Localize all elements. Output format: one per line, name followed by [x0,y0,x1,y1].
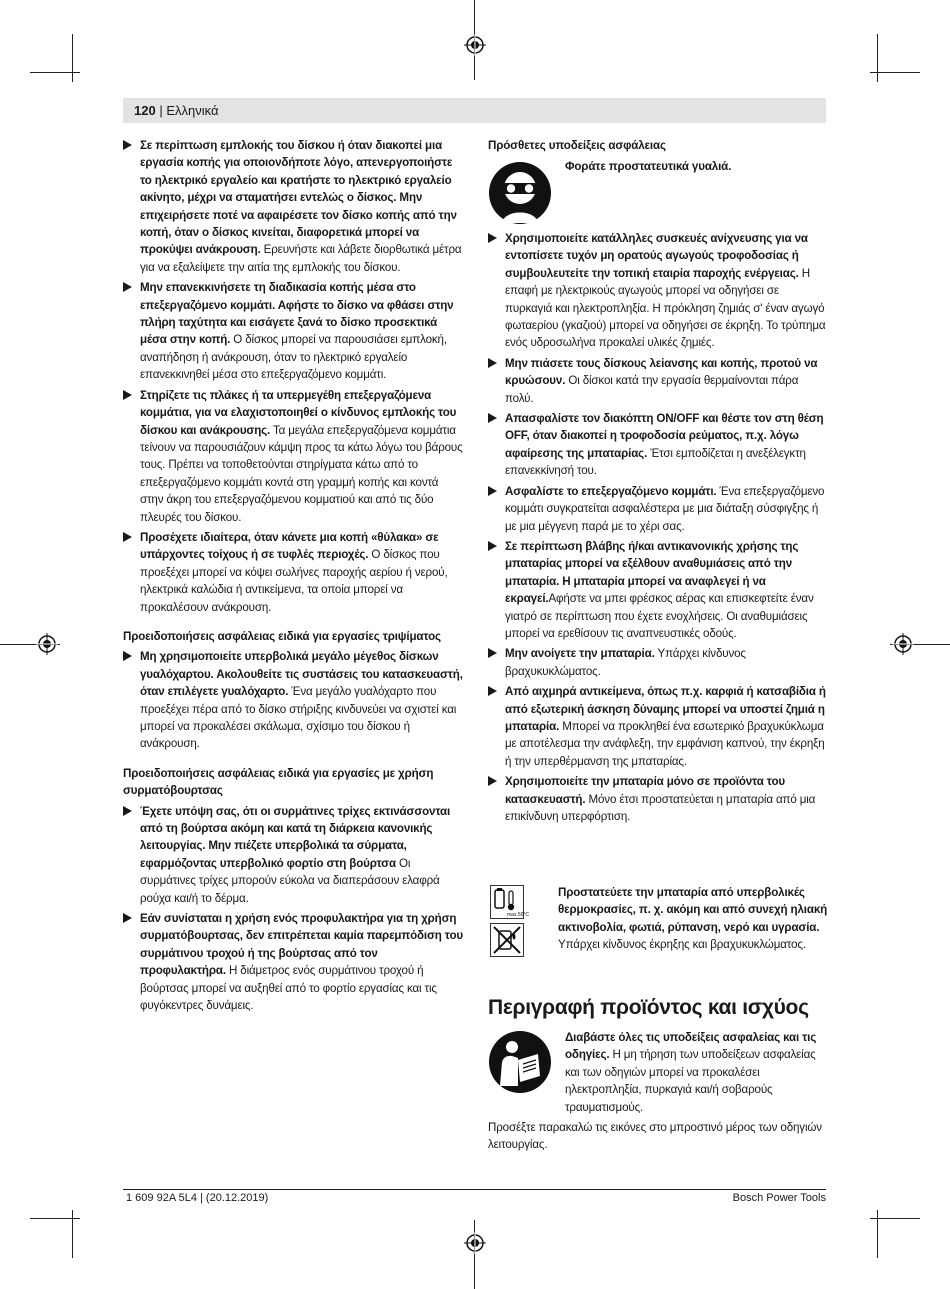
closing-paragraph [488,1119,828,1154]
list-item [488,230,828,352]
warning-text: Μην πιάσετε τους δίσκους λείανσης και κοπής, προτού να κρυώσουν. [505,356,818,388]
list-item [123,279,463,383]
body-text: Ο δίσκος μπορεί να παρουσιάσει εμπλοκή, αναπήδηση ή ανάκρουση, όταν το ηλεκτρικό εργαλείο επανεκκινηθεί μέσα στο επεξεργαζόμενο κομμάτι. [140,333,447,382]
list-item [123,137,463,276]
left-column [123,137,463,1018]
bullet-arrow-icon [488,541,497,551]
section-title: Περιγραφή προϊόντος και ισχύος [488,996,809,1019]
crop-mark [870,72,920,73]
body-text: Ένα μεγάλο γυαλόχαρτο που προεξέχει πέρα από το δίσκο στήριξης κινδυνεύει να σχιστεί και μπορεί να προκαλέσει σκάλωμα, σχίσιμο του δίσκου ή ανάκρουση. [140,685,457,751]
right-section-heading [488,137,828,154]
bullet-arrow-icon [488,776,497,786]
list-item [488,410,828,480]
bullet-arrow-icon [123,390,132,400]
warning-text: Μη χρησιμοποιείτε υπερβολικά μεγάλο μέγεθος δίσκων γυαλόχαρτου. Ακολουθείτε τις συστάσεις του κατασκευαστή, όταν επιλέγετε γυαλόχαρτο. [140,650,463,699]
read-manual-icon [488,1030,552,1094]
warning-text: Από αιχμηρά αντικείμενα, όπως π.χ. καρφιά ή κατσαβίδια ή από εξωτερική άσκηση δύναμης μπορεί να υποστεί ζημιά η μπαταρία. [505,685,826,733]
crop-mark [870,1218,920,1219]
warning-text: Στηρίζετε τις πλάκες ή τα υπερμεγέθη επεξεργαζόμενα κομμάτια, για να ελαχιστοποιηθεί ο κίνδυνος εμπλοκής του δίσκου και ανάκρουσης. [140,388,457,437]
section-heading: Προειδοποιήσεις ασφάλειας ειδικά για εργασίες με χρήση συρματόβουρτσας [123,766,434,798]
bullet-arrow-icon [488,233,497,243]
bullet-arrow-icon [123,282,132,292]
page-number: 120 [134,103,156,118]
bullet-arrow-icon [488,486,497,496]
registration-mark-icon [464,1232,486,1254]
bullet-arrow-icon [488,648,497,658]
crop-mark [72,34,73,82]
body-text: Οι δίσκοι κατά την εργασία θερμαίνονται πάρα πολύ. [505,374,799,405]
footer-left: 1 609 92A 5L4 | (20.12.2019) [126,1192,269,1204]
body-text: Μπορεί να προκληθεί ένα εσωτερικό βραχυκύκλωμα με αποτέλεσμα την ανάφλεξη, την εμφάνιση καπνού, την έκρηξη ή την υπερθέρμανση της μπαταρίας. [505,719,825,768]
temperature-pictogram-icon [490,885,530,919]
section-heading: Πρόσθετες υποδείξεις ασφάλειας [488,139,666,152]
body-text: Αφήστε να μπει φρέσκος αέρας και επισκεφτείτε έναν γιατρό σε περίπτωση που έχετε ενοχλήσεις. Οι αναθυμιάσεις μπορεί να ερεθίσουν τις αναπνευστικές οδούς. [505,592,814,640]
warning-text: Χρησιμοποιείτε κατάλληλες συσκευές ανίχνευσης για να εντοπίσετε τυχόν μη ορατούς αγωγούς τροφοδοσίας ή συμβουλευτείτε την τοπική εταιρία παροχής ενέργειας. [505,232,808,280]
registration-mark-icon [892,633,914,655]
body-text: Προσέξτε παρακαλώ τις εικόνες στο μπροστινό μέρος των οδηγιών λειτουργίας. [488,1121,822,1152]
warning-text: Ασφαλίστε το επεξεργαζόμενο κομμάτι. [505,484,717,498]
footer-right: Bosch Power Tools [732,1192,826,1204]
list-item [488,538,828,642]
body-text: Τα μεγάλα επεξεργαζόμενα κομμάτια τείνουν να παρουσιάζουν κάμψη προς τα κάτω λόγω του βάρους τους. Πρέπει να τοποθετούνται στηρίγματα κάτω από το επεξεργαζόμενο κομμάτι κοντά στη γραμμή κοπής και κοντά στην άκρη του επεξεργαζόμενου κομματιού και από τις δύο πλευρές του δίσκου. [140,423,463,524]
warning-text: Μην επανεκκινήσετε τη διαδικασία κοπής μέσα στο επεξεργαζόμενο κομμάτι. Αφήστε το δίσκο να φθάσει στην πλήρη ταχύτητα και εισάγετε ξανά το δίσκο προσεκτικά μέσα στην κοπή. [140,281,454,347]
list-item [488,683,828,770]
warning-text: Προστατεύετε την μπαταρία από υπερβολικές θερμοκρασίες, π. χ. ακόμη και από συνεχή ηλιακή ακτινοβολία, φωτιά, ρύπανση, νερό και υγρασία. [558,886,828,934]
right-column [488,230,828,828]
warning-text: Σε περίπτωση εμπλοκής του δίσκου ή όταν διακοπεί μια εργασία κοπής για οποιονδήποτε λόγο, απενεργοποιήστε το ηλεκτρικό εργαλείο και κρατήστε το ηλεκτρικό εργαλείο ακίνητο, μέχρι να σταματήσει εντελώς ο δίσκος. Μην επιχειρήσετε ποτέ να αφαιρέσετε τον δίσκο κοπής από την κοπή, όταν ο δίσκος κινείται, διαφορετικά μπορεί να προκύψει ανάκρουση. [140,139,457,257]
list-item [488,645,828,680]
list-item [488,773,828,825]
warning-text: Χρησιμοποιείτε την μπαταρία μόνο σε προϊόντα του κατασκευαστή. [505,775,786,806]
bullet-arrow-icon [123,913,132,923]
crop-mark [474,1220,475,1289]
bullet-arrow-icon [123,532,132,542]
list-item [123,387,463,526]
bullet-arrow-icon [123,806,132,816]
header-bar [123,98,826,123]
pictogram-text: max.50°C [507,912,530,918]
crop-mark [877,34,878,82]
body-text: Η διάμετρος ενός συρμάτινου τροχού ή βούρτσας μπορεί να αυξηθεί από το φορτίο εργασίας και τις φυγόκεντρες δυνάμεις. [140,964,437,1013]
bullet-arrow-icon [488,358,497,368]
goggles-note [565,158,825,175]
list-item [123,803,463,907]
page-header [134,103,219,118]
warning-text: Απασφαλίστε τον διακόπτη ON/OFF και θέστε τον στη θέση OFF, όταν διακοπεί η τροφοδοσία ρεύματος, π.χ. λόγω αφαίρεσης της μπαταρίας. [505,412,824,460]
footer-rule [123,1189,826,1190]
registration-mark-icon [36,633,58,655]
battery-note [558,884,828,954]
list-item [123,648,463,752]
warning-text: Σε περίπτωση βλάβης ή/και αντικανονικής χρήσης της μπαταρίας μπορεί να εξέλθουν αναθυμιάσεις από την μπαταρία. Η μπαταρία μπορεί να αναφλεγεί ή να εκραγεί. [505,539,799,606]
read-instructions-note [565,1029,827,1116]
section-heading: Προειδοποιήσεις ασφάλειας ειδικά για εργασίες τριψίματος [123,629,441,643]
list-item [123,529,463,616]
bullet-arrow-icon [488,686,497,696]
body-text: Έτσι εμποδίζεται η ανεξέλεγκτη επανεκκίνησή του. [505,446,806,478]
body-text: Ο δίσκος που προεξέχει μπορεί να κόψει σωλήνες παροχής αερίου ή νερού, ηλεκτρικά καλώδια ή αντικείμενα, τα οποία μπορεί να προκαλέσουν ανάκρουση. [140,548,448,614]
warning-text: Προσέχετε ιδιαίτερα, όταν κάνετε μια κοπή «θύλακα» σε υπάρχοντες τοίχους ή σε τυφλές περιοχές. [140,530,439,562]
warning-text: Διαβάστε όλες τις υποδείξεις ασφαλείας και τις οδηγίες. [565,1031,817,1062]
body-text: Ερευνήστε και λάβετε διορθωτικά μέτρα για να εξαλείψετε την αιτία της εμπλοκής του δίσκου. [140,243,462,274]
body-text: Υπάρχει κίνδυνος βραχυκυκλώματος. [505,647,746,678]
body-text: Η επαφή με ηλεκτρικούς αγωγούς μπορεί να οδηγήσει σε πυρκαγιά και ηλεκτροπληξία. Η πρόκληση ζημιάς σ' έναν αγωγό φωταερίου (γκαζιού) μπορεί να οδηγήσει σε έκρηξη. Το τρύπημα ενός υδροσωλήνα προκαλεί υλικές ζημιές. [505,266,826,350]
header-language: Ελληνικά [166,103,219,118]
list-item [488,483,828,535]
body-text: Ένα επεξεργαζόμενο κομμάτι συγκρατείται ασφαλέστερα με μια διάταξη σύσφιγξης ή με μια μέγγενη παρά με το χέρι σας. [505,484,825,533]
crop-mark [30,72,80,73]
warning-text: Εάν συνίσταται η χρήση ενός προφυλακτήρα για τη χρήση συρματόβουρτσας, δεν επιτρέπεται καμία παρεμπόδιση του συρμάτινου τροχού ή της βούρτσας από τον προφυλακτήρα. [140,912,463,978]
warning-text: Μην ανοίγετε την μπαταρία. [505,647,655,661]
warning-text: Έχετε υπόψη σας, ότι οι συρμάτινες τρίχες εκτινάσσονται από τη βούρτσα ακόμη και κατά τη διάρκεια κανονικής λειτουργίας. Μην πιέζετε υπερβολικά τα σύρματα, εφαρμόζοντας υπερβολικό φορτίο στη βούρτσα [140,804,451,870]
crop-mark [30,1218,80,1219]
no-water-fire-pictogram-icon [490,923,524,957]
bullet-arrow-icon [123,651,132,661]
list-item [488,355,828,407]
list-item [123,910,463,1014]
body-text: Οι συρμάτινες τρίχες μπορούν εύκολα να διαπεράσουν ελαφρά ρούχα και/ή το δέρμα. [140,856,440,905]
bullet-arrow-icon [123,140,132,150]
goggles-icon [488,161,552,225]
body-text: Η μη τήρηση των υποδείξεων ασφαλείας και των οδηγιών μπορεί να προκαλέσει ηλεκτροπληξία, πυρκαγιά και/ή σοβαρούς τραυματισμούς. [565,1048,816,1114]
body-text: Υπάρχει κίνδυνος έκρηξης και βραχυκυκλώματος. [558,938,806,952]
goggles-text: Φοράτε προστατευτικά γυαλιά. [565,160,732,173]
header-separator: | [159,103,163,118]
registration-mark-icon [464,34,486,56]
bullet-arrow-icon [488,413,497,423]
body-text: Μόνο έτσι προστατεύεται η μπαταρία από μια επικίνδυνη υπερφόρτιση. [505,792,816,823]
